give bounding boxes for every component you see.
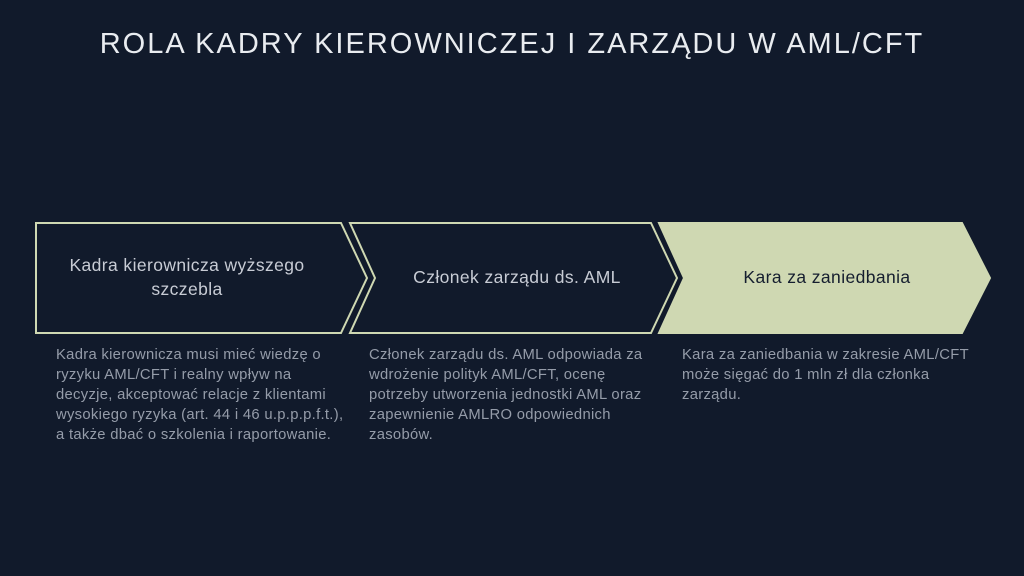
step-2-description: Członek zarządu ds. AML odpowiada za wdrożenie polityk AML/CFT, ocenę potrzeby utworzenia jednostki AML oraz zapewnienie AMLRO odpowiednich zasobów. [369, 347, 643, 444]
slide-title: ROLA KADRY KIEROWNICZEJ I ZARZĄDU W AML/CFT [99, 28, 925, 60]
chevron-step-2-label: Członek zarządu ds. AML [413, 267, 621, 288]
chevron-step-3-label: Kara za zaniedbania [743, 267, 911, 288]
step-3-description: Kara za zaniedbania w zakresie AML/CFT może sięgać do 1 mln zł dla członka zarządu. [682, 347, 969, 404]
step-1-description: Kadra kierownicza musi mieć wiedzę o ryzyku AML/CFT i realny wpływ na decyzje, akceptować relacje z klientami wysokiego ryzyka (art. 44 i 46 u.p.p.p.f.t.), a także dbać o szkolenia i raportowanie. [56, 347, 344, 444]
chevron-step-1-label: Kadra kierownicza wyższego szczebla [69, 255, 305, 299]
